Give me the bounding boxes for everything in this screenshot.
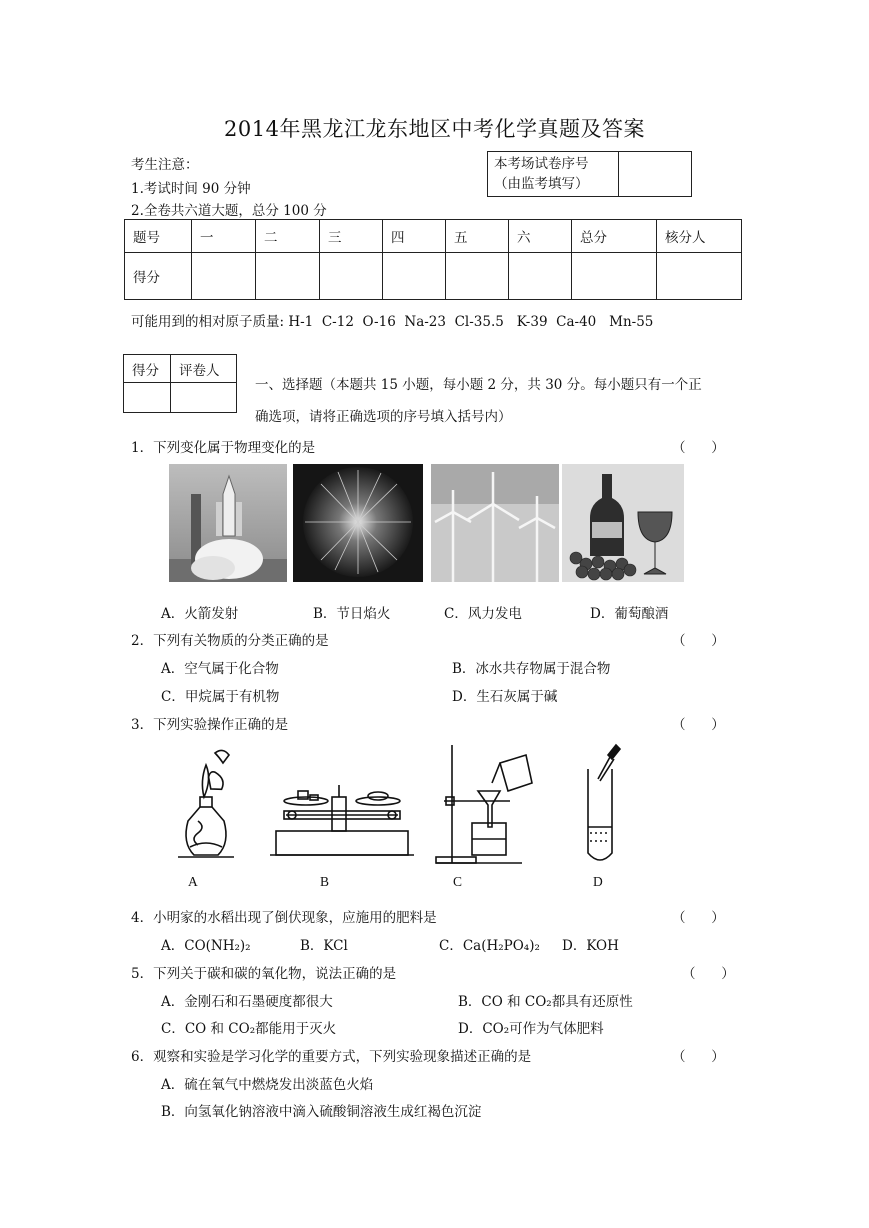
answer-blank-6[interactable]: （ ） xyxy=(672,1049,725,1065)
grader-score-label: 得分 xyxy=(124,355,171,383)
score-header: 三 xyxy=(320,220,383,253)
question-1-stem: 1．下列变化属于物理变化的是 xyxy=(131,440,316,456)
q3-option-b[interactable]: B xyxy=(320,874,330,889)
score-row-label: 得分 xyxy=(125,253,192,300)
notice-line-2: 2.全卷共六道大题，总分 100 分 xyxy=(131,203,327,219)
q6-option-b[interactable]: B．向氢氧化钠溶液中滴入硫酸铜溶液生成红褐色沉淀 xyxy=(161,1104,482,1120)
serial-box-label: 本考场试卷序号 xyxy=(494,156,589,172)
score-table xyxy=(124,219,742,300)
q2-option-d[interactable]: D．生石灰属于碱 xyxy=(452,689,558,705)
score-cell[interactable] xyxy=(657,253,742,300)
score-cell[interactable] xyxy=(509,253,572,300)
q3-option-d[interactable]: D xyxy=(593,874,603,889)
section1-instructions: 确选项，请将正确选项的序号填入括号内） xyxy=(255,409,512,425)
score-cell[interactable] xyxy=(572,253,657,300)
answer-blank-1[interactable]: （ ） xyxy=(672,440,725,456)
balance-diagram xyxy=(270,785,414,855)
q4-option-a[interactable]: A．CO(NH₂)₂ xyxy=(161,938,251,954)
filtration-diagram xyxy=(436,745,532,863)
question-6-stem: 6．观察和实验是学习化学的重要方式，下列实验现象描述正确的是 xyxy=(131,1049,532,1065)
q1-option-c[interactable]: C．风力发电 xyxy=(444,606,522,622)
q6-option-a[interactable]: A．硫在氧气中燃烧发出淡蓝色火焰 xyxy=(161,1077,374,1093)
q5-option-d[interactable]: D．CO₂可作为气体肥料 xyxy=(458,1021,604,1037)
serial-number-box xyxy=(487,151,692,197)
alcohol-lamp-diagram xyxy=(178,750,234,857)
q1-option-b[interactable]: B．节日焰火 xyxy=(313,606,391,622)
score-cell[interactable] xyxy=(383,253,446,300)
score-cell[interactable] xyxy=(320,253,383,300)
grader-name-label: 评卷人 xyxy=(171,355,237,383)
question-1-photos xyxy=(169,464,684,584)
q4-option-b[interactable]: B．KCl xyxy=(300,938,348,954)
score-header: 一 xyxy=(192,220,256,253)
answer-blank-3[interactable]: （ ） xyxy=(672,717,725,733)
q5-option-a[interactable]: A．金刚石和石墨硬度都很大 xyxy=(161,994,333,1010)
wine-grapes-photo xyxy=(562,464,684,582)
dropper-test-tube-diagram xyxy=(588,745,620,860)
wind-turbines-photo xyxy=(431,464,559,582)
question-3-diagrams xyxy=(160,735,660,870)
q3-option-a[interactable]: A xyxy=(188,874,198,889)
q1-option-d[interactable]: D．葡萄酿酒 xyxy=(590,606,669,622)
serial-number-field[interactable] xyxy=(619,152,692,197)
question-4-stem: 4．小明家的水稻出现了倒伏现象，应施用的肥料是 xyxy=(131,910,437,926)
q1-option-a[interactable]: A．火箭发射 xyxy=(161,606,239,622)
answer-blank-2[interactable]: （ ） xyxy=(672,633,725,649)
answer-blank-5[interactable]: （ ） xyxy=(682,966,735,982)
score-header: 核分人 xyxy=(657,220,742,253)
score-header: 六 xyxy=(509,220,572,253)
q3-option-c[interactable]: C xyxy=(453,874,463,889)
score-cell[interactable] xyxy=(446,253,509,300)
q4-option-c[interactable]: C．Ca(H₂PO₄)₂ xyxy=(439,938,540,954)
grader-name-field[interactable] xyxy=(171,383,237,413)
score-cell[interactable] xyxy=(256,253,320,300)
q2-option-c[interactable]: C．甲烷属于有机物 xyxy=(161,689,280,705)
question-2-stem: 2．下列有关物质的分类正确的是 xyxy=(131,633,329,649)
question-3-stem: 3．下列实验操作正确的是 xyxy=(131,717,289,733)
score-header: 四 xyxy=(383,220,446,253)
notice-line-1: 1.考试时间 90 分钟 xyxy=(131,181,251,197)
answer-blank-4[interactable]: （ ） xyxy=(672,910,725,926)
q4-option-d[interactable]: D．KOH xyxy=(562,938,619,954)
section1-heading: 一、选择题（本题共 15 小题，每小题 2 分，共 30 分。每小题只有一个正 xyxy=(255,377,702,393)
notice-heading: 考生注意： xyxy=(131,157,199,173)
serial-box-note: （由监考填写） xyxy=(494,176,589,192)
q2-option-a[interactable]: A．空气属于化合物 xyxy=(161,661,279,677)
atomic-masses: 可能用到的相对原子质量: H-1 C-12 O-16 Na-23 Cl-35.5 K-39 Ca-40 Mn-55 xyxy=(131,314,654,330)
score-header: 二 xyxy=(256,220,320,253)
q5-option-b[interactable]: B．CO 和 CO₂都具有还原性 xyxy=(458,994,633,1010)
fireworks-photo xyxy=(293,464,423,582)
grader-box xyxy=(123,354,237,413)
score-header: 总分 xyxy=(572,220,657,253)
q5-option-c[interactable]: C．CO 和 CO₂都能用于灭火 xyxy=(161,1021,337,1037)
page-title: 2014年黑龙江龙东地区中考化学真题及答案 xyxy=(224,117,645,141)
q2-option-b[interactable]: B．冰水共存物属于混合物 xyxy=(452,661,611,677)
score-header: 五 xyxy=(446,220,509,253)
score-cell[interactable] xyxy=(192,253,256,300)
rocket-launch-photo xyxy=(169,464,287,582)
grader-score-field[interactable] xyxy=(124,383,171,413)
score-header: 题号 xyxy=(125,220,192,253)
question-5-stem: 5．下列关于碳和碳的氧化物，说法正确的是 xyxy=(131,966,397,982)
